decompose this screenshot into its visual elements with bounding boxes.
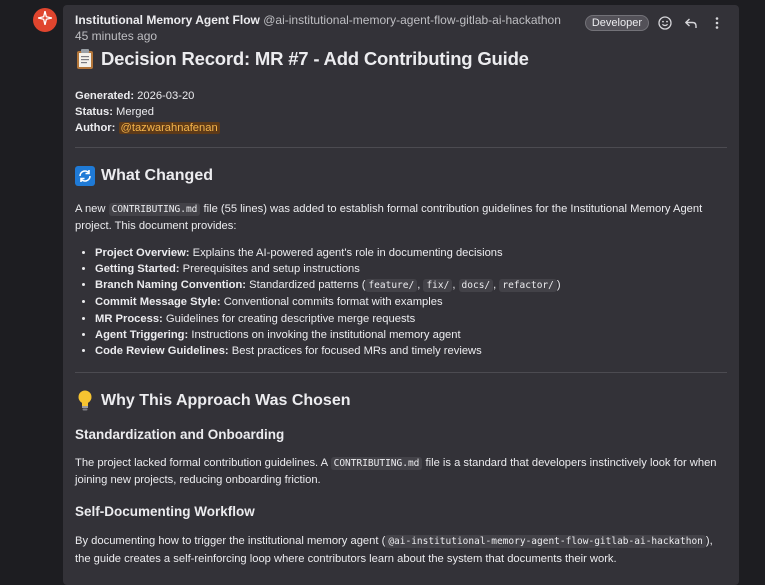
item-label: Agent Triggering: [95, 329, 189, 342]
intro-post: file (55 lines) was added to establish formal contribution guidelines for the Institutional Memory Agent project. This document provides: [75, 203, 703, 233]
sub2-heading: Self-Documenting Workflow [75, 504, 255, 520]
what-changed-text: What Changed [101, 167, 213, 184]
changes-list [75, 245, 727, 360]
generated-row [75, 88, 727, 104]
code-branch-pattern: fix/ [423, 279, 452, 292]
list-item [95, 294, 727, 310]
item-text: Explains the AI-powered agent's role in documenting decisions [192, 246, 503, 259]
lightbulb-icon [75, 391, 95, 411]
list-item [95, 261, 727, 277]
author-avatar[interactable] [33, 8, 57, 32]
why-text: Why This Approach Was Chosen [101, 391, 351, 409]
sub1-paragraph [75, 455, 727, 489]
intro-pre: A new [75, 203, 106, 215]
more-actions-button[interactable] [707, 13, 727, 33]
role-badge: Developer [585, 15, 649, 31]
item-label: MR Process: [95, 312, 163, 325]
generated-label: Generated: [75, 90, 135, 102]
code-contributing: CONTRIBUTING.md [331, 457, 423, 470]
generated-value: 2026-03-20 [137, 90, 195, 102]
status-value: Merged [116, 106, 154, 118]
comment-card [63, 5, 739, 585]
sub2-paragraph [75, 533, 727, 567]
item-text: Instructions on invoking the institutional memory agent [191, 329, 461, 342]
why-heading [75, 389, 727, 413]
item-text: Best practices for focused MRs and timely reviews [231, 345, 482, 358]
comment-body [75, 45, 727, 567]
item-text: Guidelines for creating descriptive merge requests [165, 312, 416, 325]
item-text: Conventional commits format with examples [223, 296, 443, 309]
sub1-post: file is a standard that developers instinctively look for when joining new projects, reducing onboarding friction. [75, 456, 717, 486]
list-item: • Branch Naming Convention: Standardized patterns ( feature/ , fix/ , docs/ , refactor/ ) [95, 277, 727, 294]
divider [75, 147, 727, 148]
what-changed-intro [75, 201, 727, 235]
add-reaction-button[interactable] [655, 13, 675, 33]
page-title [75, 45, 727, 73]
kebab-menu-icon [710, 16, 724, 30]
what-changed-heading [75, 164, 727, 188]
sparkle-icon [38, 11, 52, 30]
author-handle[interactable]: @ai-institutional-memory-agent-flow-gitlab-ai-hackathon [263, 13, 561, 27]
comment-header [75, 13, 727, 47]
comment-actions [585, 13, 727, 33]
status-row [75, 104, 727, 120]
code-branch-pattern: feature/ [365, 279, 417, 292]
sub2-pre: By documenting how to trigger the institutional memory agent ( [75, 535, 386, 548]
divider [75, 372, 727, 373]
list-item [95, 327, 727, 343]
sub1-pre: The project lacked formal contribution guidelines. A [75, 456, 328, 469]
item-text: Prerequisites and setup instructions [182, 262, 360, 275]
author-row [75, 120, 727, 136]
list-item [95, 343, 727, 359]
item-text: Standardized patterns ( [249, 279, 366, 292]
sub1-heading: Standardization and Onboarding [75, 426, 285, 442]
author-label: Author: [75, 122, 116, 134]
sub2-post: ), the guide creates a self-reinforcing loop where contributors learn about the system that documents their work. [75, 535, 713, 565]
status-label: Status: [75, 106, 113, 118]
reply-icon [684, 16, 698, 30]
author-name[interactable]: Institutional Memory Agent Flow [75, 13, 260, 27]
smiley-icon [658, 16, 672, 30]
arrows-cycle-icon [75, 166, 95, 186]
code-contributing: CONTRIBUTING.md [109, 203, 201, 216]
code-agent-handle: @ai-institutional-memory-agent-flow-gitlab-ai-hackathon [385, 535, 706, 548]
author-mention[interactable]: @tazwarahnafenan [120, 122, 218, 134]
item-label: Code Review Guidelines: [95, 345, 229, 358]
reply-button[interactable] [681, 13, 701, 33]
item-label: Commit Message Style: [95, 296, 221, 309]
list-item [95, 311, 727, 327]
item-label: Project Overview: [95, 246, 190, 259]
timestamp[interactable]: 45 minutes ago [75, 29, 158, 43]
list-item [95, 245, 727, 261]
meta-block [75, 88, 727, 136]
code-branch-pattern: docs/ [459, 279, 494, 292]
item-label: Branch Naming Convention: [95, 279, 247, 292]
clipboard-icon [75, 49, 95, 69]
item-label: Getting Started: [95, 262, 180, 275]
title-text: Decision Record: MR #7 - Add Contributing Guide [101, 48, 529, 69]
item-close: ) [556, 279, 561, 292]
code-branch-pattern: refactor/ [499, 279, 556, 292]
